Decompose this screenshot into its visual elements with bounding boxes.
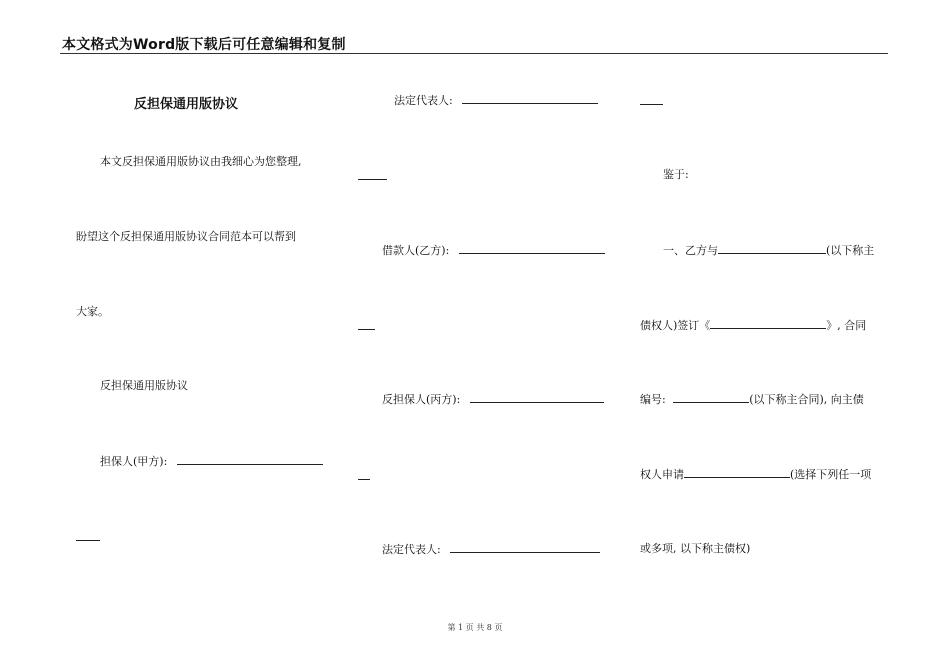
clause-1-line-1 — [663, 243, 874, 258]
guarantor-blank — [177, 454, 323, 465]
legal-rep-line-2 — [382, 542, 600, 557]
clause-1-line-4 — [640, 467, 871, 482]
clause-1-line-5: 或多项, 以下称主债权) — [640, 542, 751, 555]
borrower-line — [382, 243, 605, 258]
contract-name-blank — [710, 318, 826, 329]
clause-1-line-2-suffix: 》, 合同 — [826, 319, 867, 332]
clause-1-line-4-suffix: (选择下列任一项 — [790, 468, 872, 481]
application-blank — [684, 467, 790, 478]
intro-line-1: 本文反担保通用版协议由我细心为您整理, — [100, 155, 302, 168]
guarantor-blank-continued — [76, 540, 100, 541]
clause-1-prefix: 一、乙方与 — [663, 244, 718, 257]
clause-1-line-3 — [640, 392, 864, 407]
guarantor-label: 担保人(甲方): — [100, 455, 168, 468]
borrower-label: 借款人(乙方): — [382, 244, 450, 257]
guarantor-line — [100, 454, 323, 469]
intro-line-3: 大家。 — [76, 305, 109, 318]
clause-1-suffix: (以下称主 — [826, 244, 875, 257]
clause-1-line-4-prefix: 权人申请 — [640, 468, 684, 481]
clause-1-line-3-suffix: (以下称主合同), 向主债 — [749, 393, 864, 406]
col3-leading-blank — [640, 104, 663, 105]
intro-line-2: 盼望这个反担保通用版协议合同范本可以帮到 — [76, 230, 296, 243]
legal-rep-blank-1 — [462, 93, 598, 104]
borrower-blank-continued — [358, 329, 375, 330]
whereas-heading: 鉴于: — [663, 168, 689, 181]
counter-guarantor-blank-continued — [358, 479, 370, 480]
clause-1-line-2-prefix: 债权人)签订《 — [640, 319, 711, 332]
counter-guarantor-label: 反担保人(丙方): — [382, 393, 461, 406]
borrower-blank — [459, 243, 605, 254]
legal-rep-label-2: 法定代表人: — [382, 543, 441, 556]
legal-rep-blank-2 — [450, 542, 600, 553]
legal-rep-line-1 — [394, 93, 598, 108]
section-subtitle: 反担保通用版协议 — [100, 379, 188, 392]
clause-1-line-2 — [640, 318, 866, 333]
legal-rep-blank-1-continued — [358, 179, 387, 180]
legal-rep-label-1: 法定代表人: — [394, 94, 453, 107]
header-divider — [60, 53, 888, 54]
counter-guarantor-line — [382, 392, 604, 407]
page-header: 本文格式为Word版下载后可任意编辑和复制 — [62, 37, 346, 53]
counter-guarantor-blank — [470, 392, 604, 403]
creditor-blank — [718, 243, 826, 254]
contract-number-blank — [673, 392, 749, 403]
document-title: 反担保通用版协议 — [134, 97, 239, 112]
page-number: 第 1 页 共 8 页 — [447, 623, 503, 632]
clause-1-line-3-prefix: 编号: — [640, 393, 666, 406]
